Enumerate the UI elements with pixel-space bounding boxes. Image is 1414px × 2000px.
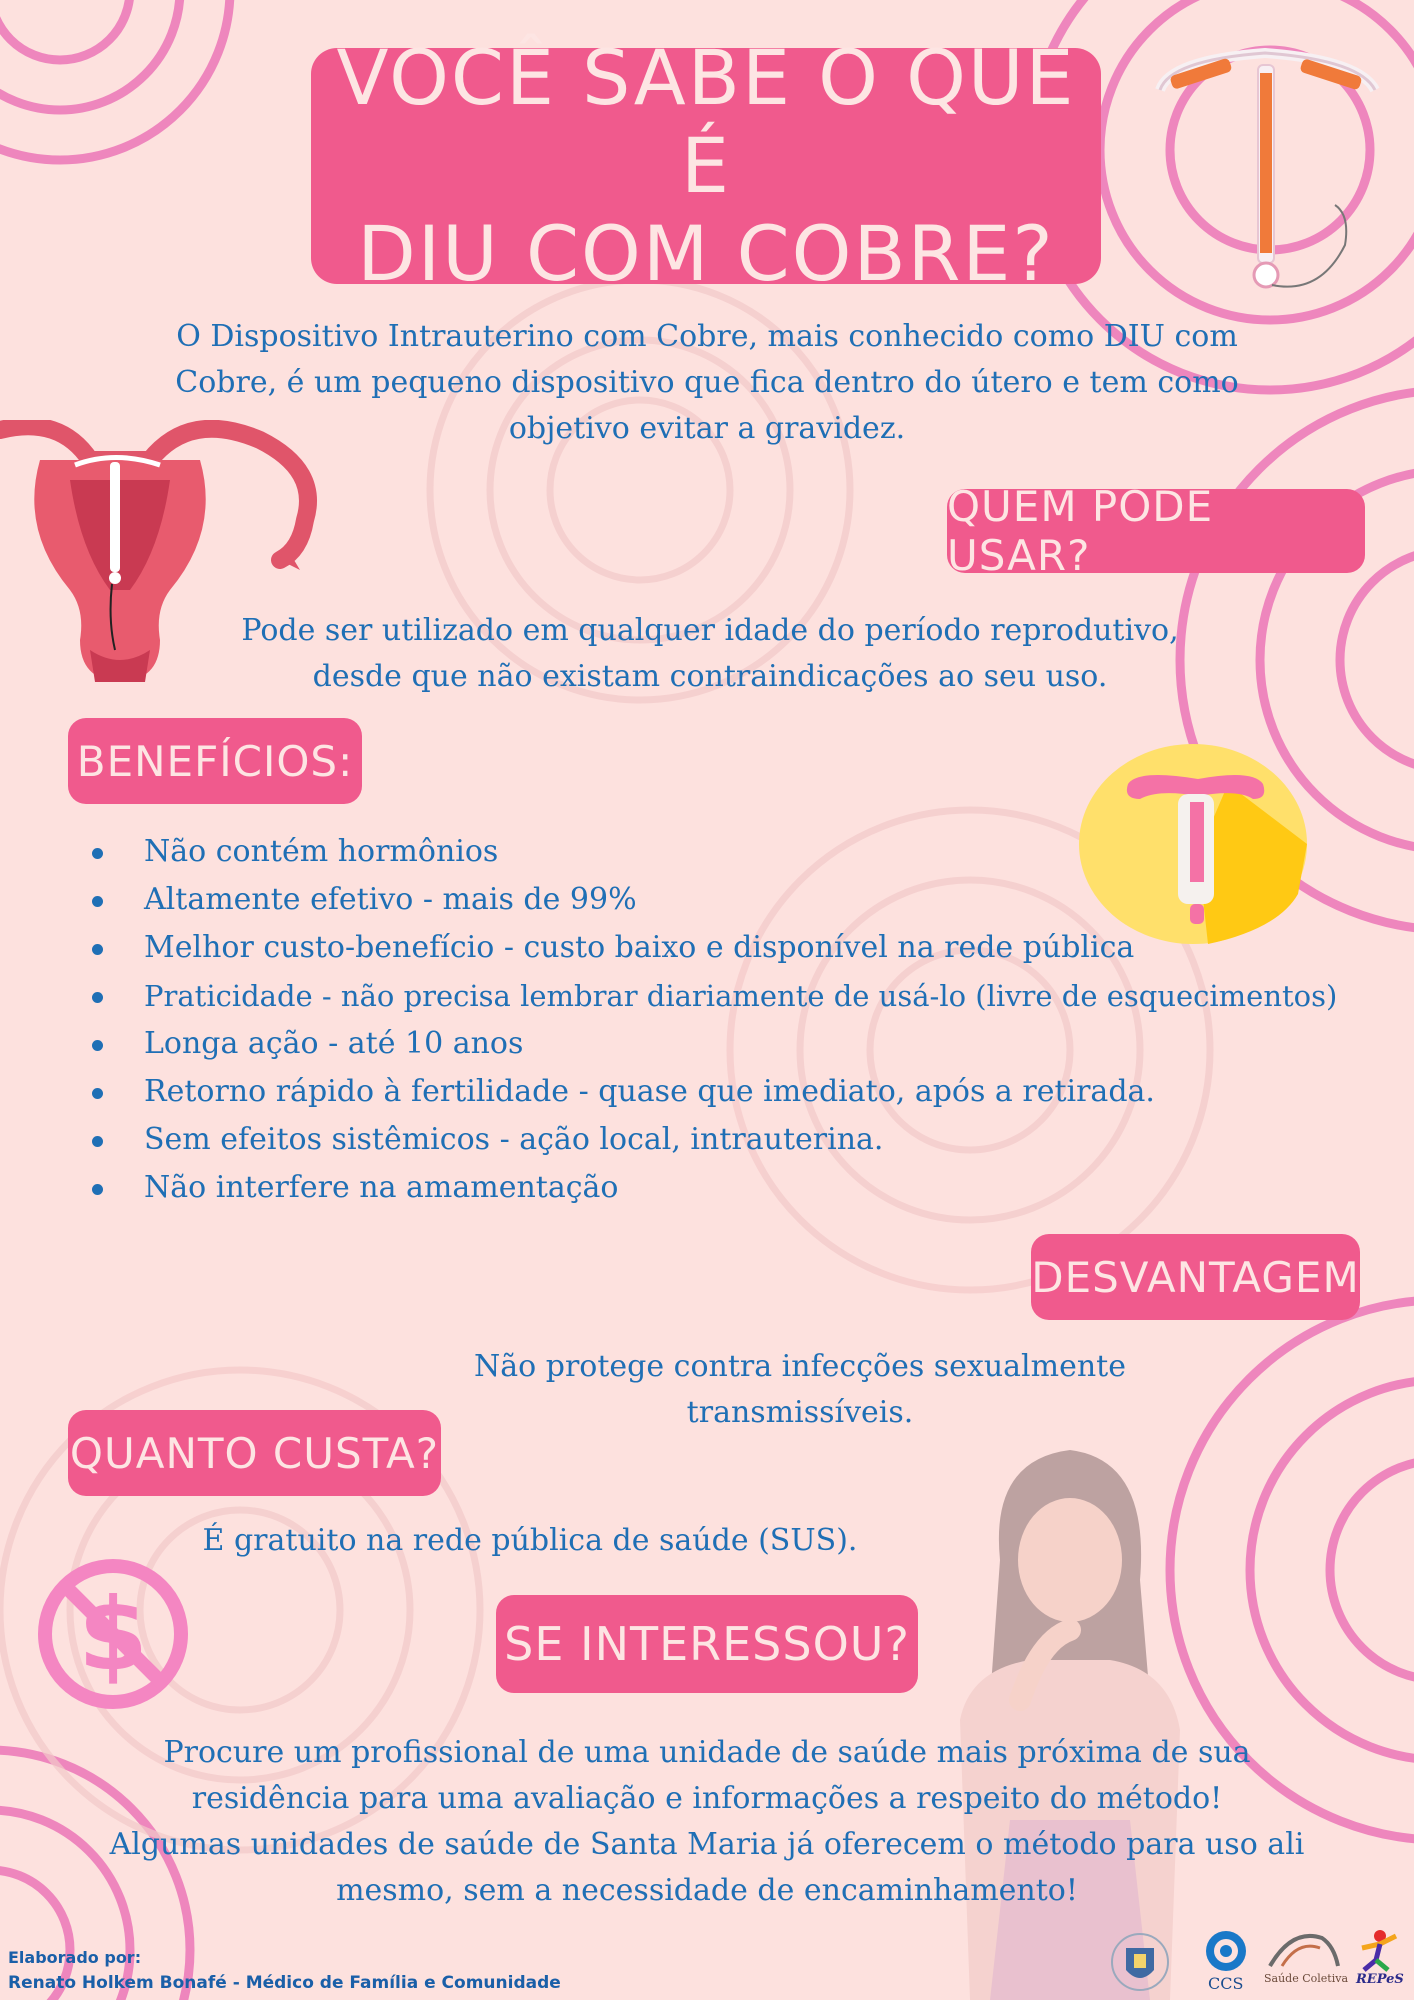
footer-author: Renato Holkem Bonafé - Médico de Família e Comunidade — [8, 1973, 561, 1993]
who-text: Pode ser utilizado em qualquer idade do período reprodutivo, desde que não existam contraindicações ao seu uso. — [241, 613, 1179, 694]
section-heading-disadvantage: DESVANTAGEM — [1031, 1234, 1360, 1320]
footer-label: Elaborado por: — [8, 1948, 142, 1967]
list-item: Longa ação - até 10 anos — [88, 1020, 1337, 1068]
intro-text: O Dispositivo Intrauterino com Cobre, mais conhecido como DIU com Cobre, é um pequeno dispositivo que fica dentro do útero e tem como objetivo evitar a gravidez. — [175, 319, 1239, 446]
list-item: Melhor custo-benefício - custo baixo e disponível na rede pública — [88, 924, 1337, 972]
list-item: Praticidade - não precisa lembrar diariamente de usá-lo (livre de esquecimentos) — [88, 972, 1337, 1020]
title-line-1: VOCÊ SABE O QUE É — [336, 33, 1076, 210]
list-item: Não interfere na amamentação — [88, 1164, 1337, 1212]
list-item: Sem efeitos sistêmicos - ação local, intrauterina. — [88, 1116, 1337, 1164]
list-item: Não contém hormônios — [88, 828, 1337, 876]
repes-logo-icon — [1352, 1928, 1402, 1972]
section-heading-interest: SE INTERESSOU? — [496, 1595, 918, 1693]
section-heading-benefits: BENEFÍCIOS: — [68, 718, 362, 804]
ccs-logo-icon — [1198, 1928, 1254, 1974]
iud-icon — [1150, 45, 1385, 305]
section-heading-who: QUEM PODE USAR? — [947, 489, 1365, 573]
section-heading-cost: QUANTO CUSTA? — [68, 1410, 441, 1496]
list-item: Retorno rápido à fertilidade - quase que imediato, após a retirada. — [88, 1068, 1337, 1116]
disadvantage-text: Não protege contra infecções sexualmente transmissíveis. — [474, 1349, 1126, 1430]
benefits-list — [88, 828, 1337, 1212]
repes-logo: REPeS — [1352, 1928, 1408, 1996]
ccs-logo: CCS — [1198, 1928, 1254, 1996]
woman-thinking-illustration — [950, 1440, 1190, 2000]
no-money-icon — [36, 1557, 191, 1712]
cost-text: É gratuito na rede pública de saúde (SUS). — [202, 1523, 858, 1558]
saude-coletiva-logo-icon — [1262, 1928, 1342, 1970]
university-seal-icon — [1110, 1930, 1170, 1996]
saude-coletiva-logo: Saúde Coletiva — [1262, 1928, 1344, 1994]
svg-text:$: $ — [78, 1576, 148, 1693]
title-line-2: DIU COM COBRE? — [357, 209, 1055, 298]
list-item: Altamente efetivo - mais de 99% — [88, 876, 1337, 924]
page-title — [311, 33, 1101, 298]
interest-text: Procure um profissional de uma unidade de saúde mais próxima de sua residência para uma avaliação e informações a respeito do método! Algumas unidades de saúde de Santa Maria já oferecem o método para uso ali mesmo, sem a necessidade de encaminhamento! — [109, 1735, 1305, 1908]
